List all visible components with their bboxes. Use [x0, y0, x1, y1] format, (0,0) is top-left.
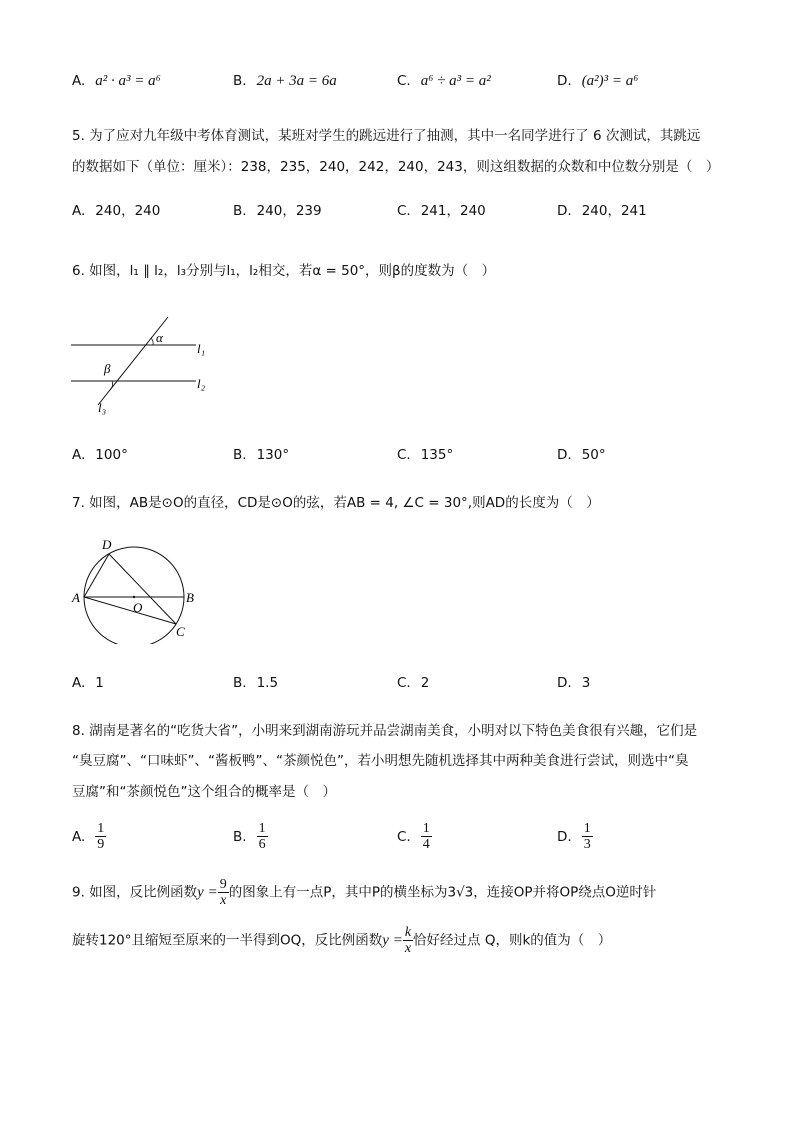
- label-b: B: [186, 590, 194, 605]
- q5-option-d[interactable]: [557, 199, 647, 219]
- q5-stem-line-2: 的数据如下（单位：厘米）：238，235，240，242，240，243，则这组数据的众数和中位数分别是（ ）: [72, 159, 720, 175]
- option-text: 1: [95, 675, 104, 691]
- chord-dc: [109, 554, 176, 624]
- q9-text: 旋转120°且缩短至原来的一半得到OQ，反比例函数: [72, 932, 383, 949]
- fraction-numerator: 1: [97, 821, 105, 836]
- q7-option-b[interactable]: [233, 675, 278, 691]
- option-label: D.: [557, 203, 572, 219]
- q9-stem-line-2: [72, 925, 611, 956]
- option-label: B.: [233, 828, 247, 845]
- fraction-denominator: 4: [422, 837, 430, 852]
- q9-function-2: y =: [382, 932, 403, 949]
- circle-o: [84, 547, 184, 644]
- fraction-denominator: 3: [583, 837, 591, 852]
- q6-option-c[interactable]: [397, 447, 453, 463]
- option-text: 3: [581, 675, 591, 691]
- label-l1: l₁: [197, 341, 206, 356]
- fraction-denominator: x: [220, 893, 227, 908]
- option-label: B.: [233, 73, 247, 89]
- q9-text: 9. 如图，反比例函数: [72, 884, 198, 901]
- option-label: A.: [72, 675, 86, 691]
- q6-stem: 6. 如图，l₁ ∥ l₂，l₃分别与l₁，l₂相交，若α = 50°，则β的度数为（ ）: [72, 263, 496, 279]
- option-label: B.: [233, 203, 247, 219]
- fraction: [257, 821, 268, 852]
- option-label: A.: [72, 447, 86, 463]
- q7-option-d[interactable]: [557, 675, 590, 691]
- q6-option-d[interactable]: [557, 447, 606, 463]
- option-text: a⁶ ÷ a³ = a²: [420, 73, 491, 89]
- option-text: 240，240: [95, 203, 161, 219]
- q5-stem-line-1: 5. 为了应对九年级中考体育测试，某班对学生的跳远进行了抽测，其中一名同学进行了 6 次测试，其跳远: [72, 128, 701, 144]
- label-alpha: α: [156, 330, 163, 345]
- q5-option-c[interactable]: [397, 199, 486, 219]
- q6-parallel-lines-figure: [68, 315, 218, 420]
- label-l3: l₃: [98, 400, 107, 415]
- angle-alpha-arc: [151, 338, 153, 345]
- option-label: D.: [557, 447, 572, 463]
- q9-stem-line-1: [72, 877, 656, 908]
- q4-option-b[interactable]: [233, 73, 337, 90]
- option-label: C.: [397, 73, 411, 89]
- q8-option-c[interactable]: [397, 821, 432, 852]
- option-label: D.: [557, 675, 572, 691]
- center-point: [133, 596, 135, 598]
- fraction-numerator: 9: [219, 877, 227, 892]
- q7-circle-figure: [68, 534, 208, 644]
- fraction-denominator: 9: [97, 837, 105, 852]
- q7-option-a[interactable]: [72, 675, 104, 691]
- q5-option-a[interactable]: [72, 199, 160, 219]
- option-text: a² · a³ = a⁶: [95, 73, 161, 89]
- option-label: A.: [72, 73, 86, 89]
- option-text: 1.5: [256, 675, 279, 691]
- q9-function-1: y =: [197, 884, 218, 901]
- q5-option-b[interactable]: [233, 199, 322, 219]
- q8-stem-line-2: “臭豆腐”、“口味虾”、“酱板鸭”、“茶颜悦色”，若小明想先随机选择其中两种美食进行尝试，则选中“臭: [72, 753, 689, 769]
- q4-option-c[interactable]: [397, 73, 491, 90]
- q9-text: 的图象上有一点P，其中P的横坐标为3√3，连接OP并将OP绕点O逆时针: [228, 884, 657, 901]
- fraction: [421, 821, 432, 852]
- q7-stem: 7. 如图，AB是⊙O的直径，CD是⊙O的弦，若AB = 4, ∠C = 30°,则AD的长度为（ ）: [72, 495, 600, 511]
- option-text: 2a + 3a = 6a: [256, 73, 337, 89]
- label-c: C: [176, 624, 185, 639]
- fraction-denominator: 6: [258, 837, 266, 852]
- label-a: A: [72, 590, 80, 605]
- q8-option-b[interactable]: [233, 821, 268, 852]
- option-text: (a²)³ = a⁶: [581, 73, 639, 89]
- label-beta: β: [104, 361, 111, 376]
- option-text: 2: [420, 675, 430, 691]
- q8-stem-line-3: 豆腐”和“茶颜悦色”这个组合的概率是（ ）: [72, 784, 336, 800]
- fraction-numerator: k: [404, 925, 412, 940]
- q4-option-a[interactable]: [72, 73, 161, 90]
- q9-text: 恰好经过点 Q，则k的值为（ ）: [413, 932, 612, 949]
- option-label: C.: [397, 447, 411, 463]
- fraction: [582, 821, 593, 852]
- option-label: C.: [397, 675, 411, 691]
- option-text: 50°: [581, 447, 606, 463]
- q8-stem-line-1: 8. 湖南是著名的“吃货大省”，小明来到湖南游玩并品尝湖南美食，小明对以下特色美食很有兴趣，它们是: [72, 723, 698, 739]
- q8-option-d[interactable]: [557, 821, 593, 852]
- option-text: 241，240: [420, 203, 486, 219]
- option-text: 240，241: [581, 203, 647, 219]
- option-label: B.: [233, 447, 247, 463]
- q8-option-a[interactable]: [72, 821, 106, 852]
- fraction-denominator: x: [404, 941, 412, 956]
- option-label: D.: [557, 73, 572, 89]
- option-label: C.: [397, 203, 411, 219]
- fraction-numerator: 1: [583, 821, 591, 836]
- option-text: 100°: [95, 447, 128, 463]
- option-label: C.: [397, 828, 411, 845]
- label-l2: l₂: [197, 376, 206, 391]
- option-text: 240，239: [256, 203, 322, 219]
- option-label: D.: [557, 828, 572, 845]
- option-text: 130°: [256, 447, 290, 463]
- option-label: A.: [72, 203, 86, 219]
- q6-option-b[interactable]: [233, 447, 289, 463]
- chord-ac: [84, 597, 176, 624]
- fraction-numerator: 1: [422, 821, 430, 836]
- label-d: D: [102, 537, 112, 552]
- q4-option-d[interactable]: [557, 73, 639, 90]
- option-text: 135°: [420, 447, 454, 463]
- q7-option-c[interactable]: [397, 675, 429, 691]
- fraction-numerator: 1: [258, 821, 266, 836]
- fraction: [403, 925, 413, 956]
- chord-ad: [84, 554, 109, 597]
- option-label: A.: [72, 828, 86, 845]
- label-o: O: [133, 600, 143, 615]
- q6-option-a[interactable]: [72, 447, 128, 463]
- option-label: B.: [233, 675, 247, 691]
- fraction: [95, 821, 106, 852]
- fraction: [218, 877, 229, 908]
